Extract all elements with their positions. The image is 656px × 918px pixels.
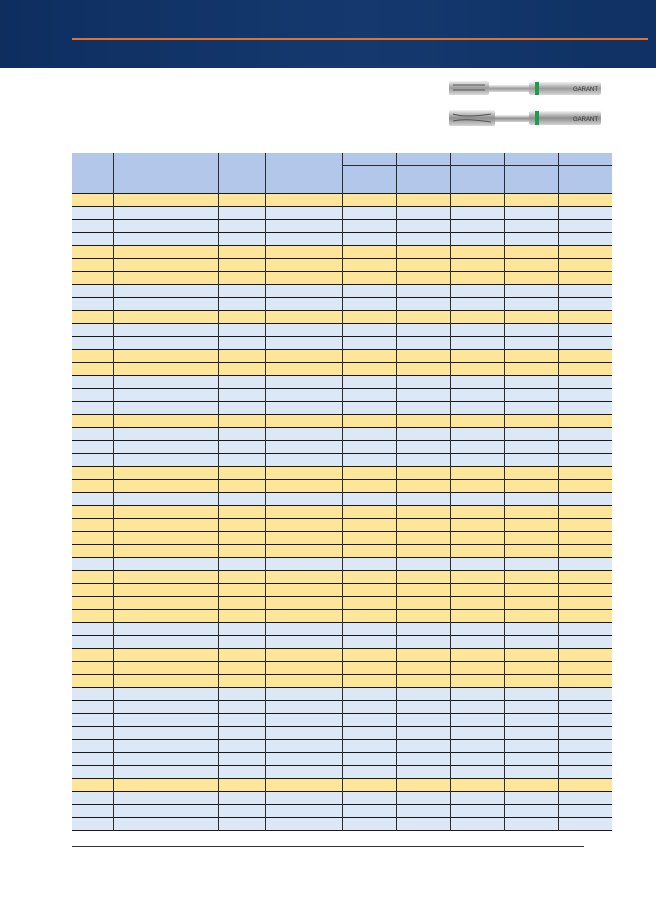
column-separator: [113, 153, 114, 831]
brand-label: GARANT: [573, 87, 599, 93]
brand-label-2: GARANT: [573, 117, 599, 123]
footer-rule: [72, 846, 584, 847]
column-separator: [218, 153, 219, 831]
header-accent-line: [72, 38, 648, 40]
reamer-tool-straight-flute-image: [445, 78, 605, 98]
column-separator: [342, 153, 343, 831]
column-separator: [504, 153, 505, 831]
column-separator: [265, 153, 266, 831]
reamer-tool-spiral-flute-image: [445, 108, 605, 128]
page-header-banner: [0, 0, 656, 68]
column-separator: [396, 153, 397, 831]
table-header-subdivider: [342, 165, 612, 166]
column-separator: [450, 153, 451, 831]
column-separator: [558, 153, 559, 831]
